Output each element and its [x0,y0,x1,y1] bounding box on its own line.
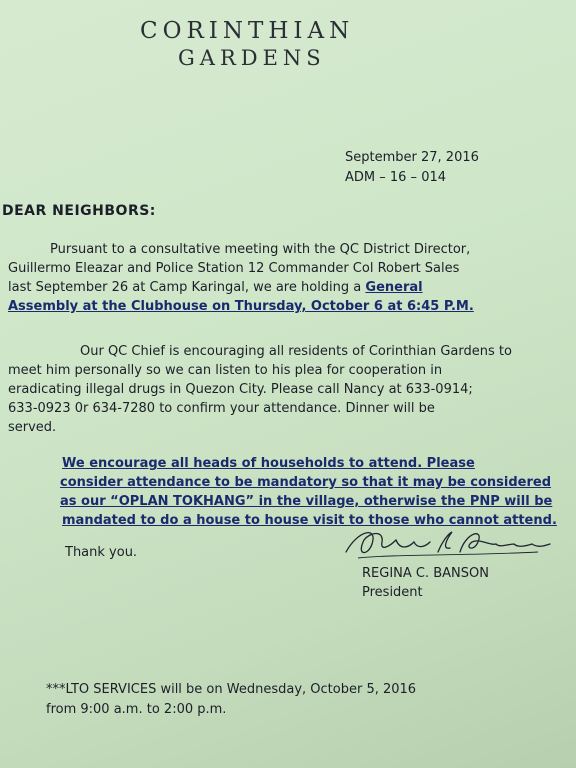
letter-reference: ADM – 16 – 014 [345,170,447,185]
paragraph1-line2: Guillermo Eleazar and Police Station 12 Commander Col Robert Sales [8,261,460,276]
paragraph3-line1: We encourage all heads of households to attend. Please [62,456,475,471]
signatory-title: President [362,585,423,600]
closing-text: Thank you. [65,545,138,560]
greeting: DEAR NEIGHBORS: [2,203,156,219]
letter-date: September 27, 2016 [345,150,479,165]
paragraph1-line4: Assembly at the Clubhouse on Thursday, October 6 at 6:45 P.M. [8,299,474,314]
paragraph1-line1: Pursuant to a consultative meeting with the QC District Director, [50,242,471,257]
paragraph3-line3: as our “OPLAN TOKHANG” in the village, otherwise the PNP will be [60,494,553,509]
footer-note-line1: ***LTO SERVICES will be on Wednesday, October 5, 2016 [46,682,417,697]
paragraph2-line1: Our QC Chief is encouraging all residents of Corinthian Gardens to [80,344,512,359]
letterhead-line2: GARDENS [178,46,326,70]
paragraph3-line4: mandated to do a house to house visit to those who cannot attend. [62,513,557,528]
paragraph1-line3-text: last September 26 at Camp Karingal, we are holding a [8,280,366,295]
paragraph2-line3: eradicating illegal drugs in Quezon City. Please call Nancy at 633-0914; [8,382,473,397]
paragraph3-line2: consider attendance to be mandatory so that it may be considered [60,475,552,490]
paragraph2-line4: 633-0923 0r 634-7280 to confirm your attendance. Dinner will be [8,401,435,416]
letterhead-line1: CORINTHIAN [140,18,355,44]
paragraph2-line5: served. [8,420,57,435]
signatory-name: REGINA C. BANSON [362,566,489,581]
paragraph2-line2: meet him personally so we can listen to his plea for cooperation in [8,363,443,378]
paragraph1-line3 [8,280,423,295]
handwritten-signature [338,522,553,562]
assembly-highlight-start: General [365,280,423,295]
footer-note-line2: from 9:00 a.m. to 2:00 p.m. [46,702,227,717]
